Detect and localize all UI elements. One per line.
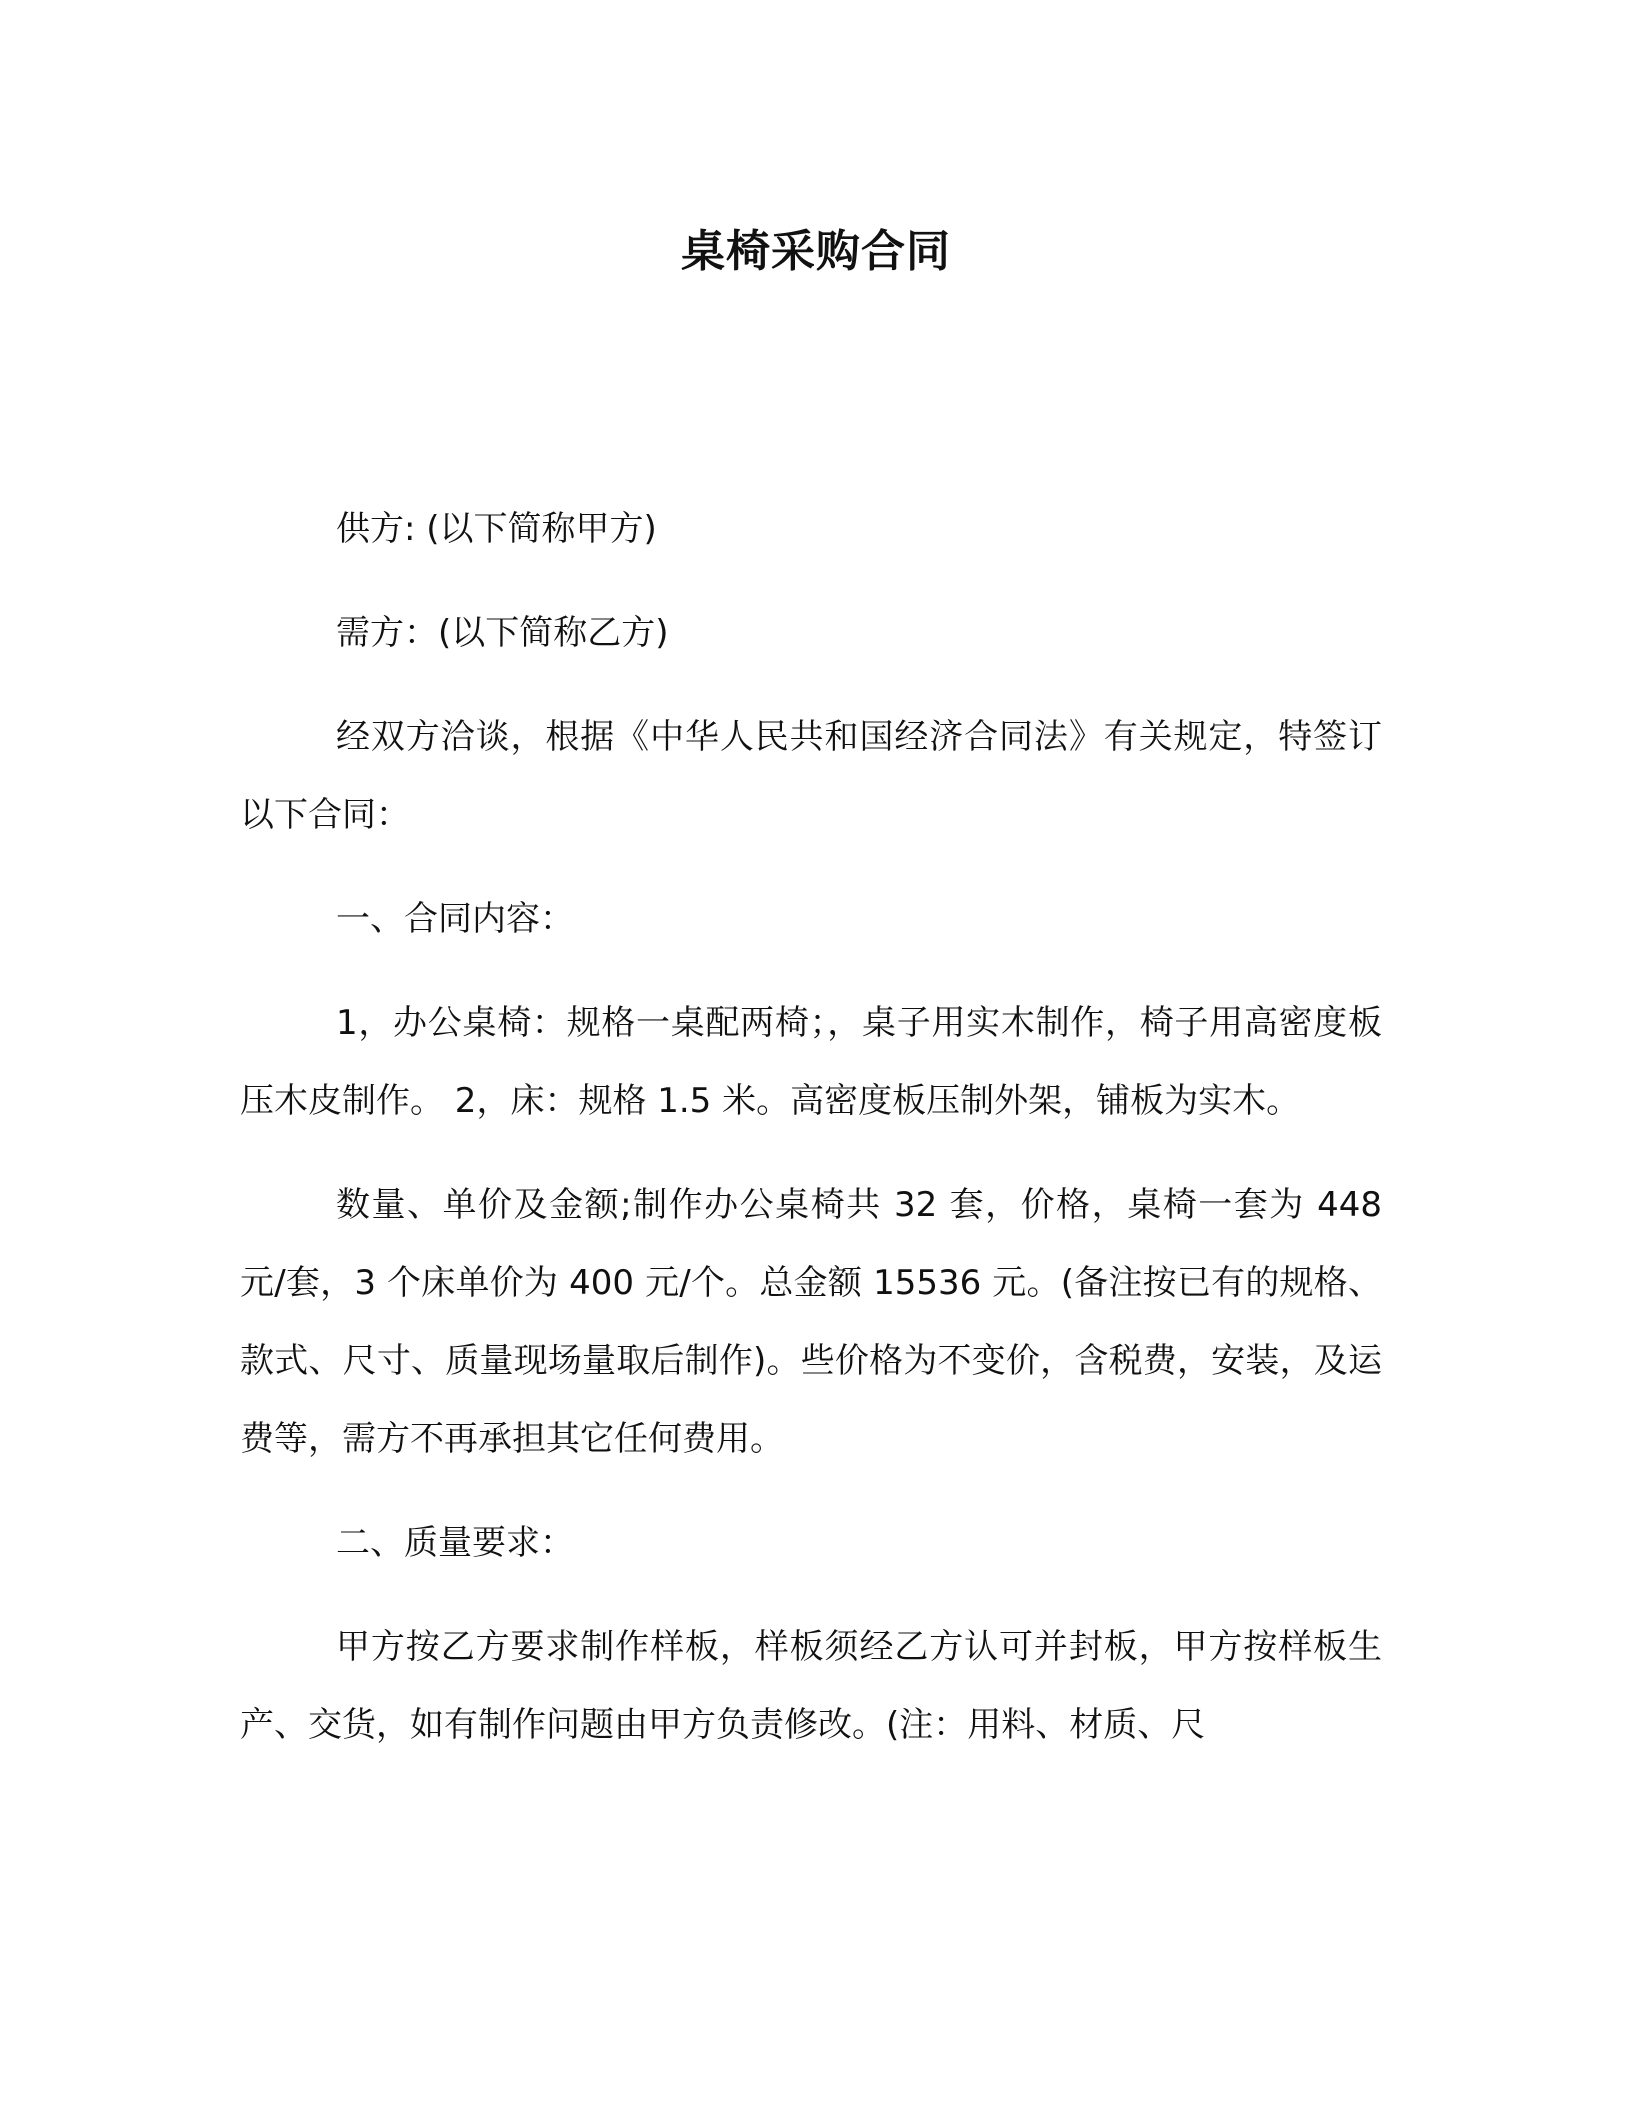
preamble-paragraph: 经双方洽谈，根据《中华人民共和国经济合同法》有关规定，特签订以下合同： xyxy=(240,717,1382,835)
buyer-line: 需方：(以下简称乙方) xyxy=(336,613,669,653)
supplier-line: 供方: (以下简称甲方) xyxy=(336,509,657,549)
section-heading-contract-content: 一、合同内容： xyxy=(336,899,574,939)
section-heading-quality: 二、质量要求： xyxy=(336,1523,574,1563)
document-body xyxy=(240,490,1382,1790)
quantity-price-paragraph: 数量、单价及金额;制作办公桌椅共 32 套，价格，桌椅一套为 448 元/套，3 个床单价为 400 元/个。总金额 15536 元。(备注按已有的规格、款式、尺寸、质量现场量取后制作)。些价格为不变价，含税费，安装，及运费等，需方不再承担其它任何费用。 xyxy=(240,1185,1382,1459)
quality-paragraph: 甲方按乙方要求制作样板，样板须经乙方认可并封板，甲方按样板生产、交货，如有制作问题由甲方负责修改。(注：用料、材质、尺 xyxy=(240,1627,1382,1745)
document-title: 桌椅采购合同 xyxy=(681,226,951,277)
contract-items-paragraph: 1，办公桌椅：规格一桌配两椅；，桌子用实木制作，椅子用高密度板压木皮制作。 2，床：规格 1.5 米。高密度板压制外架，铺板为实木。 xyxy=(240,1003,1382,1121)
